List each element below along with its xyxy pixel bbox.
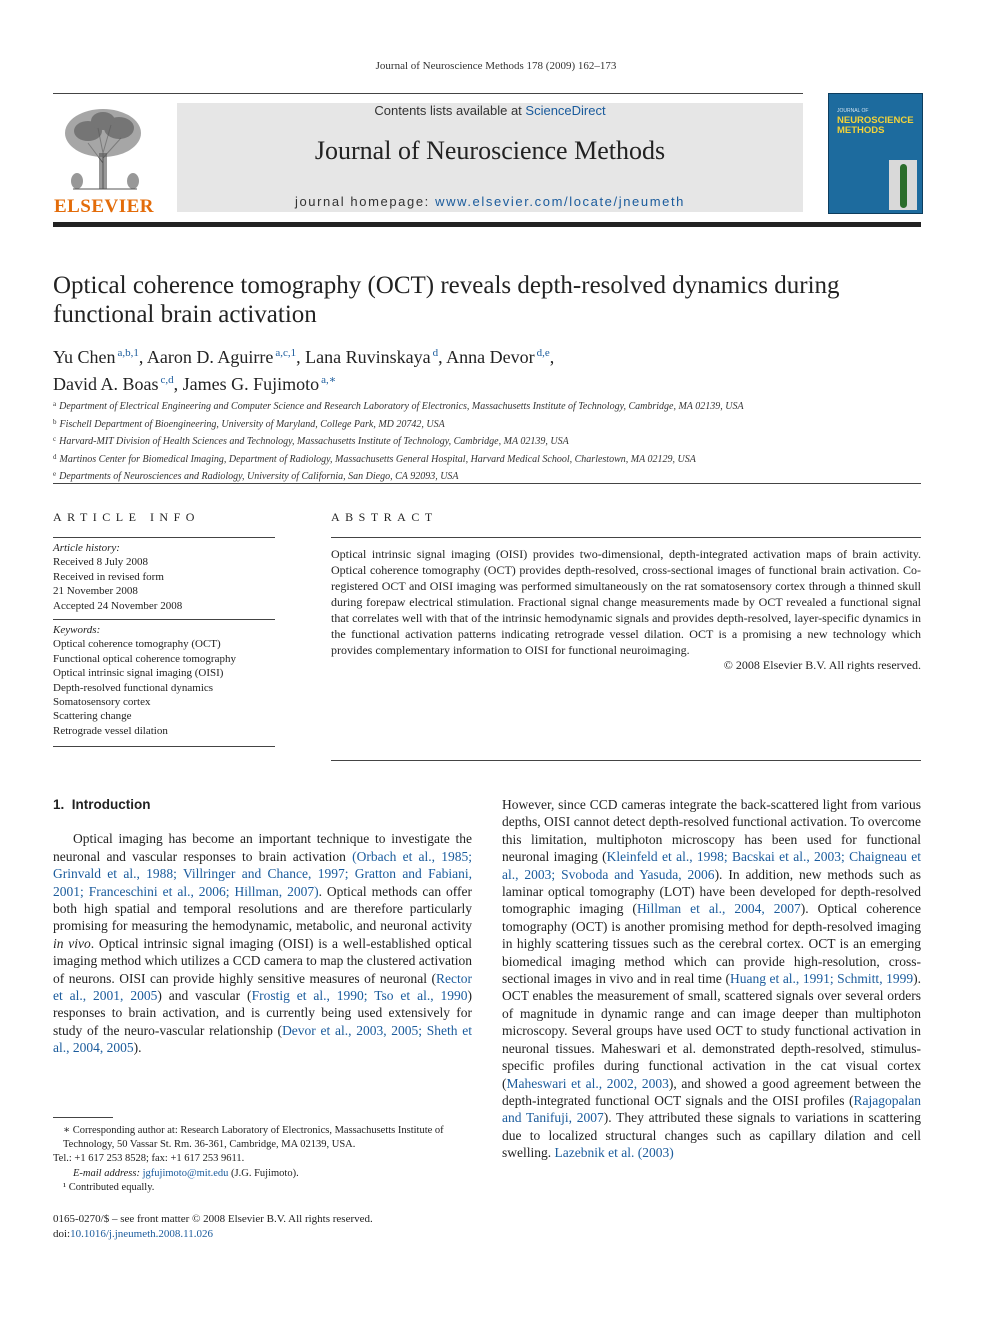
journal-cover-thumbnail[interactable]: [828, 93, 923, 214]
intro-paragraph-1: [53, 830, 472, 1056]
body-text: . Optical intrinsic signal imaging (OISI) is a well-established optical imaging method which utilizes a CCD camera to map the clustered activation of neurons. OISI can provide highly sensitive measures of neuronal (: [53, 935, 472, 986]
italic-text: in vivo: [53, 935, 91, 951]
citation-link[interactable]: Devor et al., 2003, 2005; Sheth et al., 2004, 2005: [53, 1022, 473, 1056]
affiliation-letter: d: [53, 452, 57, 461]
author-name: Yu Chen: [53, 347, 116, 367]
cover-small-text: JOURNAL OF: [837, 108, 869, 114]
keyword-item: Functional optical coherence tomography: [53, 652, 236, 665]
affiliation-item: [53, 397, 923, 415]
keywords-list: [53, 637, 275, 738]
title-block-rule: [53, 483, 921, 484]
citation-link[interactable]: Hillman et al., 2004, 2007: [636, 901, 801, 917]
body-text: However, since CCD cameras integrate the back-scattered light from various depths, OISI cannot detect depth-resolved functional activation. To overcome this limitation, multiphoton microscopy has been used for functional neuronal imaging (: [502, 797, 921, 865]
body-text: ). In addition, new methods such as laminar optical tomography (LOT) have been developed for depth-resolved tomographic imaging (: [502, 866, 921, 917]
author-name: David A. Boas: [53, 374, 159, 394]
cover-image-icon: [900, 164, 907, 208]
article-title: Optical coherence tomography (OCT) reveals depth-resolved dynamics during functional brain activation: [53, 272, 840, 328]
keywords-label: Keywords:: [53, 624, 101, 637]
author-affiliation-marker[interactable]: d: [432, 347, 439, 359]
affiliation-item: [53, 467, 923, 485]
citation-link[interactable]: Rajagopalan and Tanifuji, 2007: [502, 1092, 921, 1126]
abstract-heading: ABSTRACT: [331, 510, 438, 524]
citation-link[interactable]: (Orbach et al., 1985; Grinvald et al., 1988; Villringer and Chance, 1997; Gratton and Fabiani, 2001; Franceschini et al., 2006; Hillman, 2007): [53, 848, 473, 899]
sciencedirect-link[interactable]: ScienceDirect: [525, 103, 606, 118]
affiliation-item: [53, 450, 923, 468]
cover-title-line2: METHODS: [837, 125, 885, 136]
author-affiliation-marker[interactable]: a,c,1: [275, 347, 297, 359]
body-text: ). They attributed these signals to variations in scattering due to localized structural changes such as capillary dilation and cell swelling.: [502, 1110, 921, 1161]
email-suffix: (J.G. Fujimoto).: [228, 1167, 299, 1179]
homepage-link[interactable]: www.elsevier.com/locate/jneumeth: [435, 194, 685, 209]
affiliation-letter: e: [53, 470, 57, 478]
doi-line: [53, 1227, 473, 1242]
contents-prefix: Contents lists available at: [374, 103, 526, 118]
article-info-bottom-rule: [53, 746, 275, 747]
citation-link[interactable]: Huang et al., 1991; Schmitt, 1999: [729, 971, 914, 987]
history-item: Received in revised form: [53, 570, 164, 583]
equal-contribution-note: ¹ Contributed equally.: [63, 1181, 155, 1193]
affiliation-text: Fischell Department of Bioengineering, University of Maryland, College Park, MD 20742, USA: [59, 418, 445, 430]
article-info-heading: ARTICLE INFO: [53, 510, 200, 524]
citation-link[interactable]: Frostig et al., 1990; Tso et al., 1990: [251, 988, 468, 1004]
history-item: Accepted 24 November 2008: [53, 599, 183, 612]
author-separator: ,: [296, 347, 306, 367]
affiliation-letter: c: [53, 435, 57, 443]
journal-banner: [177, 103, 803, 212]
cover-title: [837, 116, 914, 136]
tel-fax: Tel.: +1 617 253 8528; fax: +1 617 253 9611.: [53, 1153, 245, 1165]
author-affiliation-marker[interactable]: a,b,1: [117, 347, 139, 359]
citation-link[interactable]: Maheswari et al., 2002, 2003: [506, 1075, 669, 1091]
intro-heading-text: Introduction: [71, 797, 151, 812]
citation-link[interactable]: Kleinfeld et al., 1998; Bacskai et al., 2003; Chaigneau et al., 2003; Svoboda and Yasuda, 2006: [502, 849, 921, 882]
author-name: Anna Devor: [446, 347, 535, 367]
email-label: E-mail address:: [73, 1167, 143, 1179]
citation-link[interactable]: Lazebnik et al. (2003): [554, 1145, 674, 1161]
footnote-rule: [53, 1117, 113, 1118]
abstract-bottom-rule: [331, 760, 921, 761]
body-text: Optical imaging has become an important technique to investigate the neuronal and vascular responses to brain activation: [53, 831, 472, 864]
body-text: ) responses to brain activation, and is currently being used extensively for study of the neuro-vascular relationship (: [53, 988, 472, 1038]
affiliation-letter: a: [53, 400, 57, 408]
cover-title-line1: NEUROSCIENCE: [837, 115, 914, 126]
keyword-item: Optical coherence tomography (OCT): [53, 638, 221, 651]
intro-paragraph-1-continued: [502, 796, 921, 1162]
body-text: ), and showed a good agreement between the depth-integrated functional OCT signals and the OISI profiles (: [502, 1075, 921, 1108]
body-text: ).: [133, 1040, 142, 1056]
author-separator: ,: [438, 347, 447, 367]
keyword-item: Optical intrinsic signal imaging (OISI): [53, 667, 224, 680]
body-text: ). OCT enables the measurement of small, scattered signals over several orders of magnitude in dynamic range and can image deeper than multiphoton microscopy. Several groups have used OCT to study functional activation in neuronal tissues. Maheswari et al. demonstrated depth-resolved, stimulus-specific profiles during functional activation in the cat visual cortex (: [502, 971, 922, 1091]
affiliation-letter: b: [53, 417, 57, 426]
history-item: 21 November 2008: [53, 585, 138, 598]
contents-line: [177, 103, 803, 118]
citation-link[interactable]: Rector et al., 2001, 2005: [53, 970, 472, 1004]
author-name: Aaron D. Aguirre: [146, 347, 274, 367]
affiliation-text: Departments of Neurosciences and Radiology, University of California, San Diego, CA 92093, USA: [59, 471, 459, 482]
article-info-rule: [53, 537, 275, 538]
elsevier-tree-icon: [53, 103, 155, 191]
doi-link[interactable]: 10.1016/j.jneumeth.2008.11.026: [70, 1228, 214, 1240]
intro-right-column: [502, 796, 921, 1162]
abstract-text: Optical intrinsic signal imaging (OISI) provides two-dimensional, depth-integrated activation maps of brain activity. Optical coherence tomography (OCT) provides depth-resolved, cross-sectional images of functional brain activation. Co-registered OCT and OISI imaging was performed simultaneously on the rat somatosensory cortex through a thinned skull during forepaw electrical stimulation. Fractional signal change measurements made by OCT revealed a functional signal that correlates well with that of the intrinsic hemodynamic signals and provides depth-resolved, layer-specific dynamics in the functional activation patterns indicating retrograde vessel dilation. OCT is a promising a new technology which provides complementary information to OISI for functional neuroimaging.: [331, 547, 921, 657]
author-separator: ,: [138, 347, 147, 367]
abstract: [331, 510, 921, 673]
journal-name: Journal of Neuroscience Methods: [314, 136, 666, 165]
corresponding-author-note: ∗ Corresponding author at: Research Laboratory of Electronics, Massachusetts Institute of Technology, 50 Vassar St. Rm. 36-361, Cambridge, MA 02139, USA.: [63, 1125, 444, 1151]
abstract-copyright: © 2008 Elsevier B.V. All rights reserved.: [723, 658, 921, 672]
header-top-rule: [53, 93, 803, 94]
history-item: Received 8 July 2008: [53, 556, 149, 569]
author-affiliation-marker[interactable]: c,d: [160, 374, 174, 386]
affiliation-text: Department of Electrical Engineering and Computer Science and Research Laboratory of Electronics, Massachusetts Institute of Technology, Cambridge, MA 02139, USA: [59, 401, 744, 412]
body-text: ) and vascular (: [157, 988, 252, 1004]
affiliation-text: Martinos Center for Biomedical Imaging, Department of Radiology, Massachusetts General Hospital, Harvard Medical School, Charlestown, MA 02129, USA: [59, 453, 696, 465]
front-matter-meta: [53, 1212, 473, 1242]
journal-citation: Journal of Neuroscience Methods 178 (2009) 162–173: [375, 60, 617, 72]
intro-left-column: [53, 796, 472, 1057]
doi-prefix: doi:: [53, 1228, 71, 1240]
header-thick-rule: [53, 222, 921, 227]
journal-homepage: [177, 194, 803, 209]
article-info: [53, 510, 275, 747]
history-list: [53, 555, 275, 613]
history-label: Article history:: [53, 542, 120, 554]
author-name: James G. Fujimoto: [182, 374, 320, 394]
author-name: Lana Ruvinskaya: [305, 347, 431, 367]
homepage-prefix: journal homepage:: [294, 194, 436, 209]
elsevier-logo[interactable]: [53, 103, 155, 215]
intro-heading-number: 1.: [53, 797, 65, 812]
abstract-rule: [331, 537, 921, 538]
affiliation-item: [53, 432, 923, 450]
email-line: [53, 1167, 472, 1181]
footnotes: [53, 1117, 472, 1195]
keyword-item: Scattering change: [53, 710, 132, 723]
affiliation-item: [53, 415, 923, 433]
author-separator: ,: [549, 347, 555, 367]
keyword-item: Somatosensory cortex: [53, 696, 151, 709]
affiliation-text: Harvard-MIT Division of Health Sciences and Technology, Massachusetts Institute of Technology, Cambridge, MA 02139, USA: [59, 436, 569, 447]
affiliations: [53, 397, 923, 485]
keyword-item: Depth-resolved functional dynamics: [53, 681, 214, 694]
author-affiliation-marker[interactable]: d,e: [536, 347, 550, 359]
email-link[interactable]: jgfujimoto@mit.edu: [142, 1167, 229, 1179]
author-affiliation-marker[interactable]: a,∗: [321, 374, 337, 386]
body-text: ). Optical coherence tomography (OCT) is another promising method for depth-resolved imaging in highly scattering tissues such as the cerebral cortex. OCT is an emerging biomedical imaging method which can provide high-resolution, cross-sectional images in vivo and in real time (: [502, 901, 921, 987]
intro-heading: [53, 796, 472, 813]
keywords-rule: [53, 619, 275, 620]
keyword-item: Retrograde vessel dilation: [53, 724, 168, 737]
body-text: . Optical methods can offer both high spatial and temporal resolutions and are therefore particularly promising for measuring the hemodynamic, metabolic, and neuronal activity: [53, 883, 473, 934]
author-separator: ,: [173, 374, 183, 394]
issn-line: 0165-0270/$ – see front matter © 2008 Elsevier B.V. All rights reserved.: [53, 1213, 373, 1225]
publisher-logo-text: ELSEVIER: [53, 196, 155, 217]
author-list: [53, 342, 923, 396]
